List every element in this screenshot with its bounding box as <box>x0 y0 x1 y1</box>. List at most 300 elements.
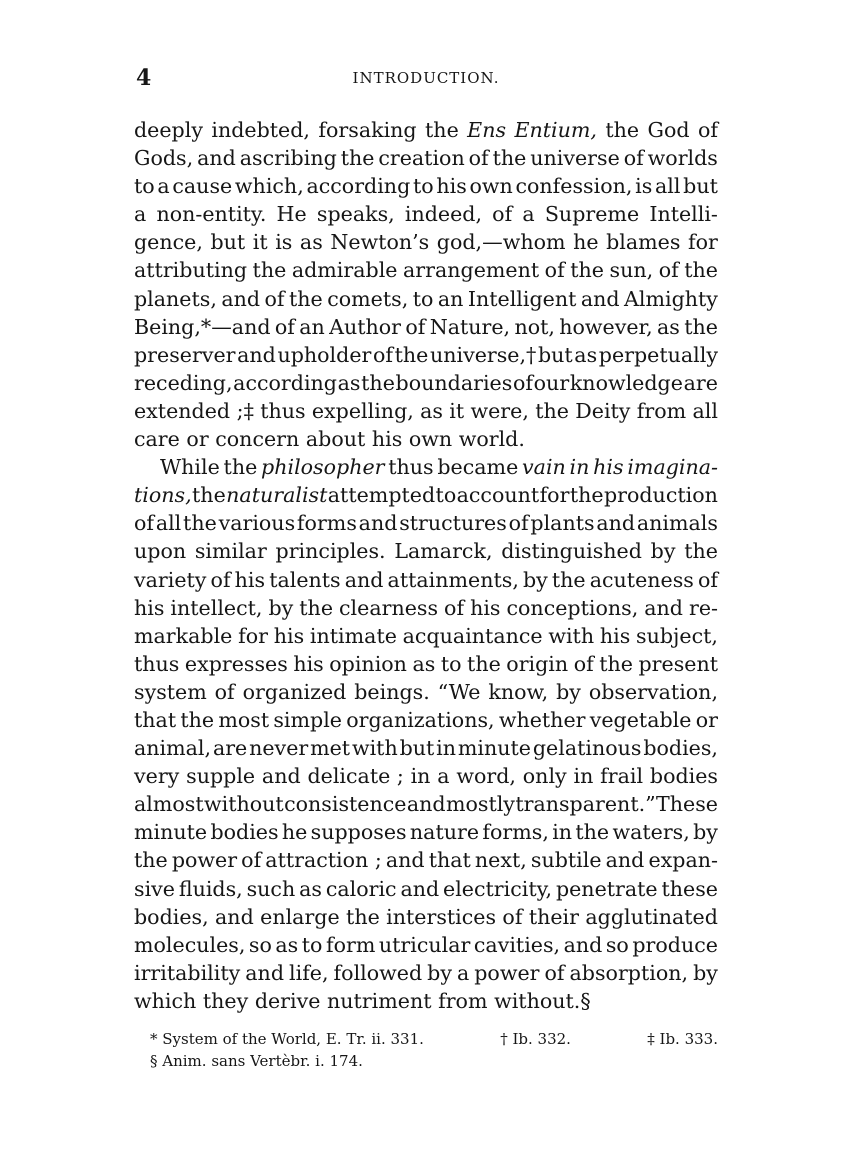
word: or <box>695 707 718 732</box>
word: from <box>636 398 687 423</box>
word: as <box>657 314 680 339</box>
word: naturalist <box>226 483 328 508</box>
word: bodies <box>210 820 279 845</box>
word: form <box>325 932 376 957</box>
word: care <box>134 427 180 452</box>
word: all <box>654 174 681 199</box>
word: boundaries <box>395 370 513 395</box>
word: by <box>693 820 718 845</box>
word: of <box>210 567 231 592</box>
word: the <box>569 483 604 508</box>
text-line <box>134 172 718 200</box>
word: arrangement <box>403 258 540 283</box>
word: a <box>522 202 535 227</box>
word: in <box>410 764 431 789</box>
word: and <box>197 146 236 171</box>
word: tions, <box>134 483 192 508</box>
word: a <box>157 174 170 199</box>
word: of <box>658 258 679 283</box>
word: similar <box>194 539 267 564</box>
word: an <box>299 314 325 339</box>
word: of <box>508 511 529 536</box>
word: his <box>470 595 501 620</box>
word: are <box>683 370 718 395</box>
word: gelatinous <box>532 736 642 761</box>
word: forsaking <box>318 118 417 142</box>
word: these <box>661 876 718 901</box>
word: attainments, <box>387 567 519 592</box>
word: upon <box>134 539 187 564</box>
word: in <box>436 736 457 761</box>
word: and <box>644 595 683 620</box>
word: While <box>160 455 220 480</box>
word: bodies <box>649 764 718 789</box>
text-line <box>134 453 718 481</box>
word: consistence <box>284 792 407 817</box>
word: such <box>246 876 296 901</box>
word: of <box>241 848 262 873</box>
word: his <box>436 174 467 199</box>
word: the <box>183 511 217 536</box>
word: vain <box>522 455 566 480</box>
word: own <box>469 174 513 199</box>
text-line <box>134 622 718 650</box>
word: very <box>134 764 180 789</box>
word: universe,† <box>429 342 537 367</box>
text-line <box>134 285 718 313</box>
word: life, <box>289 960 329 985</box>
word: indebted, <box>211 118 310 142</box>
word: which, <box>234 174 304 199</box>
word: by <box>427 960 452 985</box>
word: and <box>596 511 636 536</box>
text-line <box>134 678 718 706</box>
word: as <box>420 398 443 423</box>
word: of <box>697 567 718 592</box>
word: by <box>522 567 548 592</box>
word: became <box>437 455 519 480</box>
word: transparent.” <box>515 792 656 817</box>
word: to <box>301 932 323 957</box>
word: all <box>692 398 718 423</box>
word: for <box>539 483 570 508</box>
word: universe <box>530 146 620 171</box>
word: of <box>372 342 393 367</box>
word: by <box>693 960 718 985</box>
word: but <box>537 342 573 367</box>
word: that <box>428 848 471 873</box>
word: of <box>274 314 295 339</box>
word: molecules, <box>134 932 246 957</box>
word: forms, <box>482 820 549 845</box>
text-line <box>134 931 718 959</box>
word: as <box>412 651 436 676</box>
word: or <box>186 427 209 452</box>
word: according <box>306 174 411 199</box>
text-line <box>134 341 718 369</box>
word: is <box>275 230 293 255</box>
word: intimate <box>309 623 397 648</box>
word: to <box>412 286 434 311</box>
word: sun, <box>609 258 654 283</box>
word: so <box>605 932 629 957</box>
word: in <box>552 820 573 845</box>
word: of <box>512 370 533 395</box>
word: without.§ <box>494 988 591 1013</box>
text-line <box>134 256 718 284</box>
word: concern <box>215 427 300 452</box>
word: speaks, <box>316 202 395 227</box>
text-line <box>134 594 718 622</box>
word: animal, <box>134 736 212 761</box>
word: the <box>684 258 718 283</box>
word: to <box>435 483 457 508</box>
text-line <box>134 566 718 594</box>
word: not, <box>514 314 555 339</box>
word: minute <box>134 820 208 845</box>
word: nutriment <box>327 988 432 1013</box>
word: almost <box>134 792 204 817</box>
word: is <box>635 174 653 199</box>
word: observation, <box>588 679 718 704</box>
footnotes <box>150 1028 718 1072</box>
word: the <box>299 595 334 620</box>
word: followed <box>333 960 423 985</box>
text-line <box>134 903 718 931</box>
word: expan- <box>648 848 718 873</box>
word: indeed, <box>404 202 482 227</box>
word: of <box>405 314 426 339</box>
word: the <box>684 539 718 564</box>
body-text <box>134 116 718 1015</box>
word: his <box>273 623 305 648</box>
word: “We <box>437 679 481 704</box>
word: and <box>358 511 398 536</box>
word: the <box>425 118 459 142</box>
footnote-ib-333: ‡ Ib. 333. <box>647 1030 718 1048</box>
text-line <box>134 397 718 425</box>
word: structures <box>399 511 507 536</box>
running-head <box>136 64 716 92</box>
text-line <box>134 706 718 734</box>
word: the <box>252 258 287 283</box>
word: and <box>245 960 285 985</box>
word: and <box>221 286 261 311</box>
word: with <box>351 736 398 761</box>
word: as <box>574 342 598 367</box>
word: the <box>570 258 604 283</box>
word: which <box>134 988 197 1013</box>
word: so <box>248 932 272 957</box>
word: of <box>492 202 513 227</box>
word: God <box>647 118 690 142</box>
word: from <box>438 988 488 1013</box>
word: the <box>599 651 633 676</box>
word: account <box>456 483 540 508</box>
text-line <box>134 116 718 144</box>
word: whether <box>498 707 586 732</box>
word: the <box>535 398 569 423</box>
word: of <box>573 651 594 676</box>
footnote-row <box>150 1050 718 1072</box>
word: his <box>371 427 403 452</box>
word: Nature, <box>429 314 511 339</box>
word: ascribing <box>239 146 337 171</box>
word: organizations, <box>346 707 495 732</box>
word: Intelligent <box>467 286 577 311</box>
word: Gods, <box>134 146 194 171</box>
text-line <box>134 481 718 509</box>
word: the <box>492 146 527 171</box>
word: about <box>305 427 366 452</box>
word: world. <box>458 427 525 452</box>
word: electricity, <box>443 876 553 901</box>
word: philosopher <box>261 455 385 480</box>
word: know, <box>488 679 549 704</box>
word: the <box>223 455 258 480</box>
word: frail <box>600 764 644 789</box>
text-line <box>134 313 718 341</box>
word: the <box>180 707 215 732</box>
word: of <box>444 595 465 620</box>
word: talents <box>269 567 341 592</box>
word: his <box>134 595 165 620</box>
footnote-anim-sans-vertebr: § Anim. sans Vertèbr. i. 174. <box>150 1052 363 1070</box>
word: as <box>299 230 323 255</box>
word: of <box>264 286 285 311</box>
word: of <box>623 146 644 171</box>
word: are <box>212 736 248 761</box>
word: by <box>650 539 676 564</box>
word: for <box>238 623 268 648</box>
word: utricular <box>378 932 471 957</box>
word: origin <box>506 651 569 676</box>
word: and <box>215 904 254 929</box>
word: thus <box>134 651 180 676</box>
word: of <box>544 960 565 985</box>
word: imagina- <box>627 455 718 480</box>
word: vegetable <box>589 707 692 732</box>
word: Almighty <box>624 286 718 311</box>
word: for <box>688 230 718 255</box>
word: derive <box>254 988 321 1013</box>
word: agglutinated <box>585 904 718 929</box>
word: of <box>214 679 235 704</box>
word: gence, <box>134 230 203 255</box>
footnote-system-of-the-world: * System of the World, E. Tr. ii. 331. <box>150 1030 424 1048</box>
word: irritability <box>134 960 241 985</box>
word: forms <box>296 511 357 536</box>
word: the <box>467 651 501 676</box>
word: of <box>697 118 718 142</box>
word: of <box>544 258 565 283</box>
word: it <box>252 230 268 255</box>
word: his <box>293 651 324 676</box>
word: according <box>233 370 337 395</box>
word: power <box>171 848 238 873</box>
word: the <box>192 483 226 508</box>
word: all <box>155 511 182 536</box>
text-line <box>134 228 718 256</box>
word: were, <box>470 398 529 423</box>
word: but <box>683 174 718 199</box>
word: Supreme <box>544 202 640 227</box>
word: interstices <box>386 904 497 929</box>
word: his <box>599 623 631 648</box>
word: the <box>684 314 718 339</box>
word: plants <box>530 511 595 536</box>
word: delicate ; <box>307 764 404 789</box>
word: absorption, <box>569 960 689 985</box>
word: and <box>563 932 603 957</box>
word: as <box>337 370 361 395</box>
text-line <box>134 790 718 818</box>
word: without <box>204 792 284 817</box>
word: organized <box>242 679 347 704</box>
word: the <box>340 146 375 171</box>
text-line <box>134 200 718 228</box>
word: Newton’s <box>330 230 430 255</box>
word: most <box>218 707 270 732</box>
word: penetrate <box>555 876 658 901</box>
word: Ens <box>467 118 507 142</box>
word: our <box>533 370 570 395</box>
word: it <box>449 398 465 423</box>
word: receding, <box>134 370 233 395</box>
word: and <box>400 876 440 901</box>
word: his <box>234 567 266 592</box>
word: various <box>218 511 296 536</box>
word: caloric <box>325 876 397 901</box>
word: thus <box>388 455 434 480</box>
word: with <box>548 623 595 648</box>
word: and <box>580 286 620 311</box>
text-line <box>134 762 718 790</box>
word: produce <box>632 932 718 957</box>
word: acuteness <box>589 567 694 592</box>
word: expelling, <box>311 398 414 423</box>
word: their <box>528 904 579 929</box>
word: knowledge <box>569 370 683 395</box>
word: opinion <box>329 651 407 676</box>
word: thus <box>260 398 306 423</box>
word: and <box>237 342 276 367</box>
text-line <box>134 846 718 874</box>
word: his <box>593 455 624 480</box>
word: Lamarck, <box>394 539 493 564</box>
word: These <box>656 792 718 817</box>
word: preserver <box>134 342 236 367</box>
word: supple <box>186 764 256 789</box>
word: admirable <box>291 258 398 283</box>
text-line <box>134 650 718 678</box>
word: subject, <box>636 623 718 648</box>
word: upholder <box>277 342 372 367</box>
word: by <box>268 595 294 620</box>
text-line <box>134 369 718 397</box>
word: a <box>134 202 147 227</box>
word: only <box>522 764 567 789</box>
word: and <box>406 792 446 817</box>
word: distinguished <box>501 539 642 564</box>
word: as <box>275 932 299 957</box>
word: enlarge <box>260 904 340 929</box>
word: bodies, <box>134 904 209 929</box>
word: creation <box>378 146 465 171</box>
word: and <box>344 567 384 592</box>
word: fluids, <box>178 876 243 901</box>
word: however, <box>559 314 653 339</box>
word: non-entity. <box>156 202 267 227</box>
word: comets, <box>327 286 409 311</box>
word: they <box>202 988 249 1013</box>
word: of <box>468 146 489 171</box>
word: the <box>551 567 586 592</box>
word: production <box>603 483 718 508</box>
word: Intelli- <box>649 202 718 227</box>
text-line <box>134 144 718 172</box>
word: sive <box>134 876 175 901</box>
word: the <box>134 848 168 873</box>
word: conceptions, <box>506 595 639 620</box>
word: present <box>638 651 718 676</box>
text-line <box>134 425 718 453</box>
word: Deity <box>575 398 631 423</box>
word: an <box>437 286 464 311</box>
word: the <box>346 904 380 929</box>
word: subtile <box>530 848 602 873</box>
word: system <box>134 679 207 704</box>
word: attempted <box>327 483 436 508</box>
word: never <box>249 736 309 761</box>
text-line <box>134 537 718 565</box>
word: the <box>394 342 429 367</box>
word: of <box>502 904 523 929</box>
word: next, <box>474 848 527 873</box>
text-line <box>134 509 718 537</box>
word: in <box>569 455 590 480</box>
word: the <box>289 286 323 311</box>
text-line <box>134 818 718 846</box>
word: god,—whom <box>436 230 566 255</box>
word: Entium, <box>514 118 597 142</box>
word: worlds <box>647 146 718 171</box>
word: power <box>474 960 540 985</box>
word: re- <box>688 595 718 620</box>
text-line <box>134 959 718 987</box>
word: met <box>310 736 351 761</box>
page-number: 4 <box>136 65 152 91</box>
word: of <box>134 511 155 536</box>
word: attraction ; <box>265 848 382 873</box>
word: acquaintance <box>402 623 543 648</box>
word: Being,*—and <box>134 314 271 339</box>
word: expresses <box>184 651 288 676</box>
footnote-row <box>150 1028 718 1050</box>
word: by <box>556 679 581 704</box>
word: intellect, <box>170 595 263 620</box>
word: and <box>605 848 645 873</box>
word: beings. <box>354 679 430 704</box>
word: and <box>385 848 425 873</box>
word: variety <box>134 567 207 592</box>
word: simple <box>273 707 342 732</box>
word: but <box>210 230 246 255</box>
word: cause <box>172 174 233 199</box>
word: to <box>440 651 462 676</box>
word: minute <box>457 736 531 761</box>
word: a <box>437 764 450 789</box>
